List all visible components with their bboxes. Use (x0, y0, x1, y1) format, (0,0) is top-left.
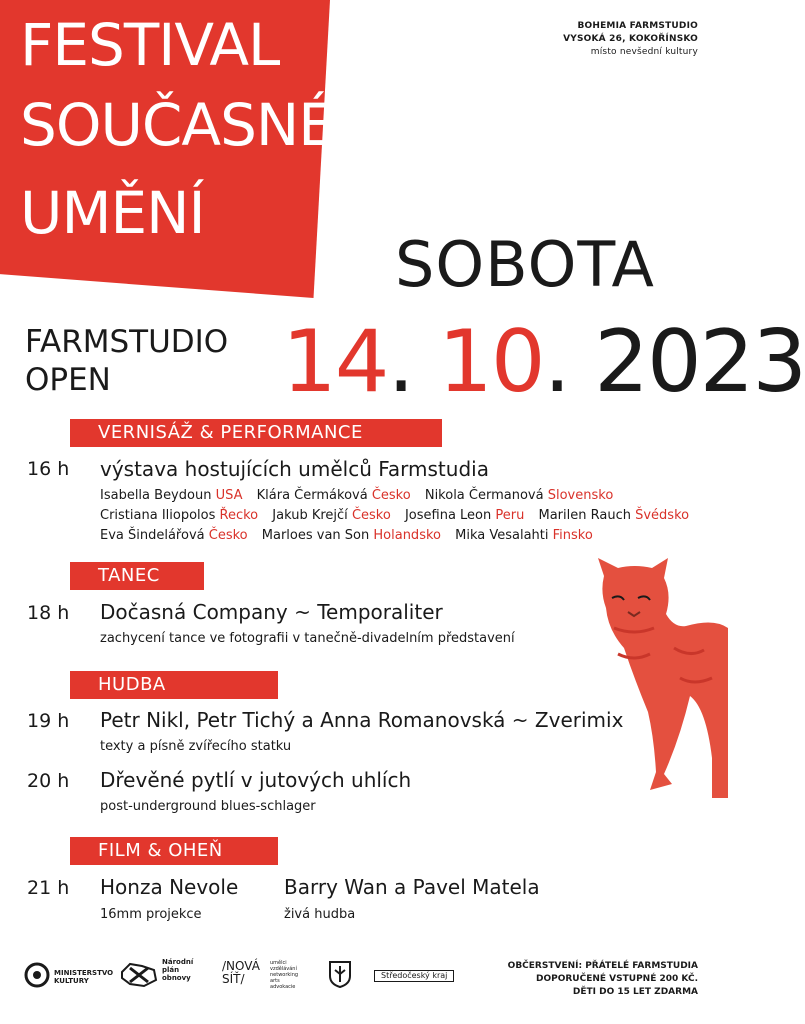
artist-row (100, 526, 699, 546)
title-line-1: FESTIVAL (20, 11, 280, 79)
time-16: 16 h (27, 458, 70, 480)
farmstudio-line-2: OPEN (25, 362, 111, 398)
title-line-3: UMĚNÍ (20, 179, 205, 247)
venue-name: BOHEMIA FARMSTUDIO (577, 21, 698, 31)
section-heading-tanec: TANEC (70, 562, 204, 590)
time-18: 18 h (27, 602, 70, 624)
artist: Klára Čermáková Česko (256, 488, 411, 503)
logo-text: plán (162, 966, 180, 974)
date-day: 14 (282, 312, 388, 412)
stredocesky-kraj-logo: Středočeský kraj (374, 970, 454, 982)
section-heading-film: FILM & OHEŇ (70, 837, 278, 865)
event-subtitle-drevene: post-underground blues-schlager (100, 799, 316, 814)
logo-text: networking (270, 972, 299, 978)
entry-fee-info: DOPORUČENÉ VSTUPNÉ 200 KČ. (536, 974, 698, 984)
day-of-week: SOBOTA (395, 228, 655, 301)
artist-row (100, 506, 699, 526)
venue-tagline: místo nevšední kultury (590, 47, 698, 57)
artist: Eva Šindelářová Česko (100, 528, 248, 543)
event-title-drevene: Dřevěné pytlí v jutových uhlích (100, 768, 412, 792)
title-line-2: SOUČASNÉHO (20, 91, 422, 159)
farmstudio-open (25, 323, 228, 399)
artist: Marilen Rauch Švédsko (538, 508, 690, 523)
date-dot-1: . (387, 312, 413, 412)
admission-info (508, 960, 698, 999)
date-year: 2023 (594, 312, 805, 412)
cat-illustration (594, 558, 728, 798)
event-subtitle-barry: živá hudba (284, 907, 356, 922)
logo-text: arts advokacie (270, 978, 296, 990)
artist: Josefina Leon Peru (404, 508, 525, 523)
event-title-tanec: Dočasná Company ~ Temporaliter (100, 600, 443, 624)
artist: Marloes van Son Holandsko (261, 528, 441, 543)
logo-text: MINISTERSTVO (54, 969, 114, 977)
time-19: 19 h (27, 710, 70, 732)
logo-text: SÍŤ/ (222, 972, 245, 986)
date-dot-2: . (543, 312, 569, 412)
time-21: 21 h (27, 877, 70, 899)
coat-of-arms-icon (328, 960, 352, 988)
logo-text: /NOVÁ (222, 959, 260, 973)
event-subtitle-zverimix: texty a písně zvířecího statku (100, 739, 292, 754)
event-subtitle-honza: 16mm projekce (100, 907, 202, 922)
artist-row (100, 486, 699, 506)
section-heading-hudba: HUDBA (70, 671, 278, 699)
event-title-barry: Barry Wan a Pavel Matela (284, 875, 540, 899)
venue-info (563, 20, 698, 59)
event-title-zverimix: Petr Nikl, Petr Tichý a Anna Romanovská ~ Zverimix (100, 708, 624, 732)
artist: Nikola Čermanová Slovensko (424, 488, 614, 503)
artist: Cristiana Iliopolos Řecko (100, 508, 259, 523)
czech-map-icon (120, 960, 158, 990)
logo-text: vzdělávání (270, 966, 297, 972)
artist: Isabella Beydoun USA (100, 488, 243, 503)
section-heading-vernisaz: VERNISÁŽ & PERFORMANCE (70, 419, 442, 447)
venue-address: VYSOKÁ 26, KOKOŘÍNSKO (563, 34, 698, 44)
artist: Mika Vesalahti Finsko (455, 528, 593, 543)
refreshments-info: OBČERSTVENÍ: PŘÁTELÉ FARMSTUDIA (507, 961, 698, 971)
time-20: 20 h (27, 770, 70, 792)
event-subtitle-tanec: zachycení tance ve fotografii v tanečně-divadelním představení (100, 631, 515, 646)
date-month: 10 (438, 312, 544, 412)
logo-text: KULTURY (54, 977, 89, 985)
nova-sit-logo (222, 960, 260, 986)
event-title-vernisaz: výstava hostujících umělců Farmstudia (100, 457, 489, 481)
children-info: DĚTI DO 15 LET ZDARMA (572, 987, 698, 997)
farmstudio-line-1: FARMSTUDIO (25, 324, 229, 360)
artist-list (100, 486, 699, 546)
logo-text: Národní (162, 958, 194, 966)
event-title-honza: Honza Nevole (100, 875, 239, 899)
kokorinsko-crest-logo (328, 960, 352, 990)
logo-text: umělci (270, 960, 287, 966)
ministerstvo-icon (24, 962, 50, 988)
artist: Jakub Krejčí Česko (272, 508, 391, 523)
nova-sit-tagline (270, 960, 298, 990)
logo-text: obnovy (162, 974, 191, 982)
event-date (282, 312, 805, 412)
